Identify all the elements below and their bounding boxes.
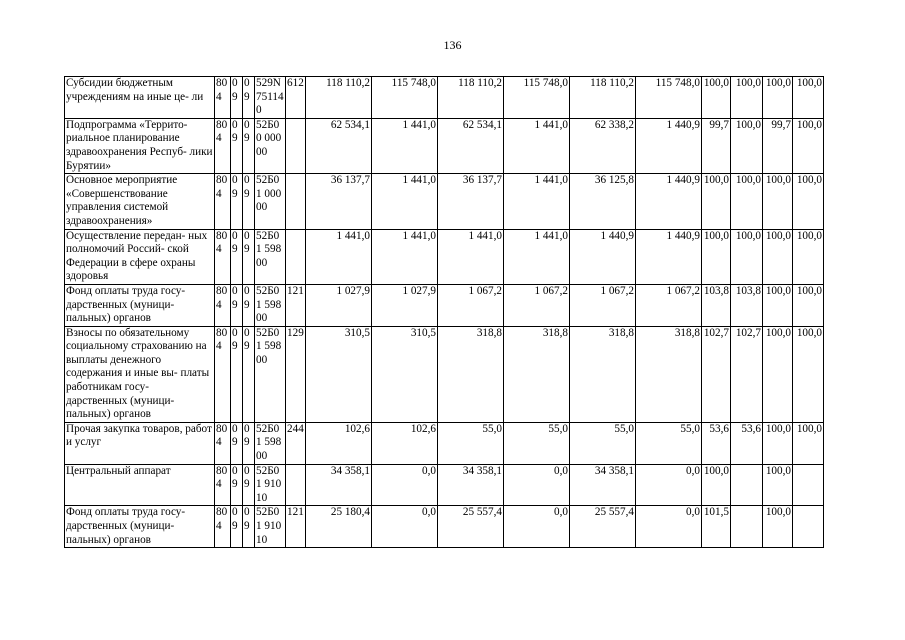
percent-4: 100,0 <box>793 77 824 119</box>
amount-1: 310,5 <box>306 326 372 422</box>
amount-4: 1 441,0 <box>504 229 570 284</box>
table-row <box>65 174 824 229</box>
amount-2: 102,6 <box>372 422 438 464</box>
budget-item-name: Центральный аппарат <box>65 464 215 506</box>
percent-1: 100,0 <box>702 77 731 119</box>
page-number: 136 <box>443 38 462 52</box>
percent-2: 100,0 <box>731 229 763 284</box>
amount-4: 55,0 <box>504 422 570 464</box>
percent-4: 100,0 <box>793 174 824 229</box>
amount-4: 1 441,0 <box>504 118 570 173</box>
table-row <box>65 284 824 326</box>
amount-5: 55,0 <box>570 422 636 464</box>
percent-2: 100,0 <box>731 174 763 229</box>
percent-3: 100,0 <box>763 422 793 464</box>
budget-table <box>64 76 824 548</box>
amount-6: 1 440,9 <box>636 118 702 173</box>
amount-6: 55,0 <box>636 422 702 464</box>
expense-type-code <box>286 118 306 173</box>
amount-6: 115 748,0 <box>636 77 702 119</box>
amount-4: 1 441,0 <box>504 174 570 229</box>
table-row <box>65 229 824 284</box>
amount-4: 115 748,0 <box>504 77 570 119</box>
amount-5: 25 557,4 <box>570 506 636 548</box>
amount-3: 25 557,4 <box>438 506 504 548</box>
amount-1: 62 534,1 <box>306 118 372 173</box>
percent-1: 100,0 <box>702 174 731 229</box>
section-code: 09 <box>231 284 243 326</box>
table-row <box>65 326 824 422</box>
percent-4: 100,0 <box>793 118 824 173</box>
target-article-code: 52Б01 91010 <box>255 506 286 548</box>
amount-1: 25 180,4 <box>306 506 372 548</box>
percent-4: 100,0 <box>793 422 824 464</box>
department-code: 804 <box>215 77 231 119</box>
subsection-code: 09 <box>243 326 255 422</box>
percent-1: 53,6 <box>702 422 731 464</box>
amount-2: 1 027,9 <box>372 284 438 326</box>
expense-type-code: 121 <box>286 506 306 548</box>
percent-4: 100,0 <box>793 284 824 326</box>
section-code: 09 <box>231 77 243 119</box>
amount-6: 1 440,9 <box>636 174 702 229</box>
amount-5: 36 125,8 <box>570 174 636 229</box>
budget-item-name: Взносы по обязательному социальному страхованию на выплаты денежного содержания и иные вы- платы работникам госу- дарственных (муници- пальных) органов <box>65 326 215 422</box>
target-article-code: 52Б01 91010 <box>255 464 286 506</box>
amount-4: 318,8 <box>504 326 570 422</box>
department-code: 804 <box>215 506 231 548</box>
target-article-code: 52Б01 59800 <box>255 284 286 326</box>
amount-2: 115 748,0 <box>372 77 438 119</box>
percent-2 <box>731 506 763 548</box>
amount-3: 55,0 <box>438 422 504 464</box>
percent-1: 100,0 <box>702 464 731 506</box>
amount-5: 62 338,2 <box>570 118 636 173</box>
amount-2: 1 441,0 <box>372 229 438 284</box>
percent-3: 100,0 <box>763 229 793 284</box>
amount-3: 36 137,7 <box>438 174 504 229</box>
subsection-code: 09 <box>243 229 255 284</box>
amount-3: 318,8 <box>438 326 504 422</box>
section-code: 09 <box>231 229 243 284</box>
target-article-code: 52Б00 00000 <box>255 118 286 173</box>
amount-1: 118 110,2 <box>306 77 372 119</box>
department-code: 804 <box>215 229 231 284</box>
target-article-code: 52Б01 59800 <box>255 422 286 464</box>
department-code: 804 <box>215 118 231 173</box>
subsection-code: 09 <box>243 174 255 229</box>
percent-1: 100,0 <box>702 229 731 284</box>
amount-1: 36 137,7 <box>306 174 372 229</box>
percent-2: 100,0 <box>731 77 763 119</box>
amount-1: 102,6 <box>306 422 372 464</box>
amount-5: 34 358,1 <box>570 464 636 506</box>
amount-2: 0,0 <box>372 464 438 506</box>
budget-item-name: Прочая закупка товаров, работ и услуг <box>65 422 215 464</box>
department-code: 804 <box>215 326 231 422</box>
percent-1: 102,7 <box>702 326 731 422</box>
subsection-code: 09 <box>243 77 255 119</box>
percent-3: 100,0 <box>763 506 793 548</box>
percent-4: 100,0 <box>793 326 824 422</box>
section-code: 09 <box>231 422 243 464</box>
percent-3: 99,7 <box>763 118 793 173</box>
amount-2: 1 441,0 <box>372 118 438 173</box>
amount-3: 62 534,1 <box>438 118 504 173</box>
expense-type-code: 244 <box>286 422 306 464</box>
table-row <box>65 464 824 506</box>
expense-type-code: 612 <box>286 77 306 119</box>
table-row <box>65 77 824 119</box>
expense-type-code <box>286 174 306 229</box>
amount-1: 34 358,1 <box>306 464 372 506</box>
budget-item-name: Фонд оплаты труда госу- дарственных (муници- пальных) органов <box>65 284 215 326</box>
subsection-code: 09 <box>243 506 255 548</box>
section-code: 09 <box>231 506 243 548</box>
percent-4: 100,0 <box>793 229 824 284</box>
subsection-code: 09 <box>243 422 255 464</box>
percent-2: 103,8 <box>731 284 763 326</box>
percent-2: 100,0 <box>731 118 763 173</box>
budget-item-name: Подпрограмма «Террито- риальное планирование здравоохранения Респуб- лики Бурятии» <box>65 118 215 173</box>
amount-5: 1 440,9 <box>570 229 636 284</box>
subsection-code: 09 <box>243 284 255 326</box>
expense-type-code <box>286 229 306 284</box>
table-row <box>65 422 824 464</box>
department-code: 804 <box>215 464 231 506</box>
department-code: 804 <box>215 174 231 229</box>
expense-type-code: 129 <box>286 326 306 422</box>
budget-item-name: Осуществление передан- ных полномочий Россий- ской Федерации в сфере охраны здоровья <box>65 229 215 284</box>
percent-3: 100,0 <box>763 77 793 119</box>
expense-type-code: 121 <box>286 284 306 326</box>
department-code: 804 <box>215 284 231 326</box>
percent-3: 100,0 <box>763 326 793 422</box>
percent-2: 53,6 <box>731 422 763 464</box>
subsection-code: 09 <box>243 464 255 506</box>
target-article-code: 52Б01 59800 <box>255 326 286 422</box>
target-article-code: 529N 75114 0 <box>255 77 286 119</box>
percent-1: 99,7 <box>702 118 731 173</box>
percent-3: 100,0 <box>763 464 793 506</box>
department-code: 804 <box>215 422 231 464</box>
section-code: 09 <box>231 118 243 173</box>
amount-5: 1 067,2 <box>570 284 636 326</box>
target-article-code: 52Б01 00000 <box>255 174 286 229</box>
percent-4 <box>793 464 824 506</box>
percent-2: 102,7 <box>731 326 763 422</box>
amount-6: 1 067,2 <box>636 284 702 326</box>
budget-item-name: Фонд оплаты труда госу- дарственных (муници- пальных) органов <box>65 506 215 548</box>
amount-4: 0,0 <box>504 506 570 548</box>
amount-1: 1 441,0 <box>306 229 372 284</box>
amount-3: 34 358,1 <box>438 464 504 506</box>
percent-4 <box>793 506 824 548</box>
budget-item-name: Субсидии бюджетным учреждениям на иные це- ли <box>65 77 215 119</box>
table-row <box>65 118 824 173</box>
percent-2 <box>731 464 763 506</box>
amount-4: 1 067,2 <box>504 284 570 326</box>
amount-2: 1 441,0 <box>372 174 438 229</box>
amount-3: 1 067,2 <box>438 284 504 326</box>
amount-2: 310,5 <box>372 326 438 422</box>
amount-2: 0,0 <box>372 506 438 548</box>
target-article-code: 52Б01 59800 <box>255 229 286 284</box>
section-code: 09 <box>231 464 243 506</box>
table-row <box>65 506 824 548</box>
amount-5: 318,8 <box>570 326 636 422</box>
amount-4: 0,0 <box>504 464 570 506</box>
amount-6: 0,0 <box>636 506 702 548</box>
percent-1: 101,5 <box>702 506 731 548</box>
budget-item-name: Основное мероприятие «Совершенствование управления системой здравоохранения» <box>65 174 215 229</box>
section-code: 09 <box>231 326 243 422</box>
amount-6: 0,0 <box>636 464 702 506</box>
amount-1: 1 027,9 <box>306 284 372 326</box>
subsection-code: 09 <box>243 118 255 173</box>
amount-3: 118 110,2 <box>438 77 504 119</box>
percent-3: 100,0 <box>763 174 793 229</box>
expense-type-code <box>286 464 306 506</box>
amount-5: 118 110,2 <box>570 77 636 119</box>
percent-3: 100,0 <box>763 284 793 326</box>
section-code: 09 <box>231 174 243 229</box>
amount-6: 318,8 <box>636 326 702 422</box>
percent-1: 103,8 <box>702 284 731 326</box>
amount-6: 1 440,9 <box>636 229 702 284</box>
amount-3: 1 441,0 <box>438 229 504 284</box>
